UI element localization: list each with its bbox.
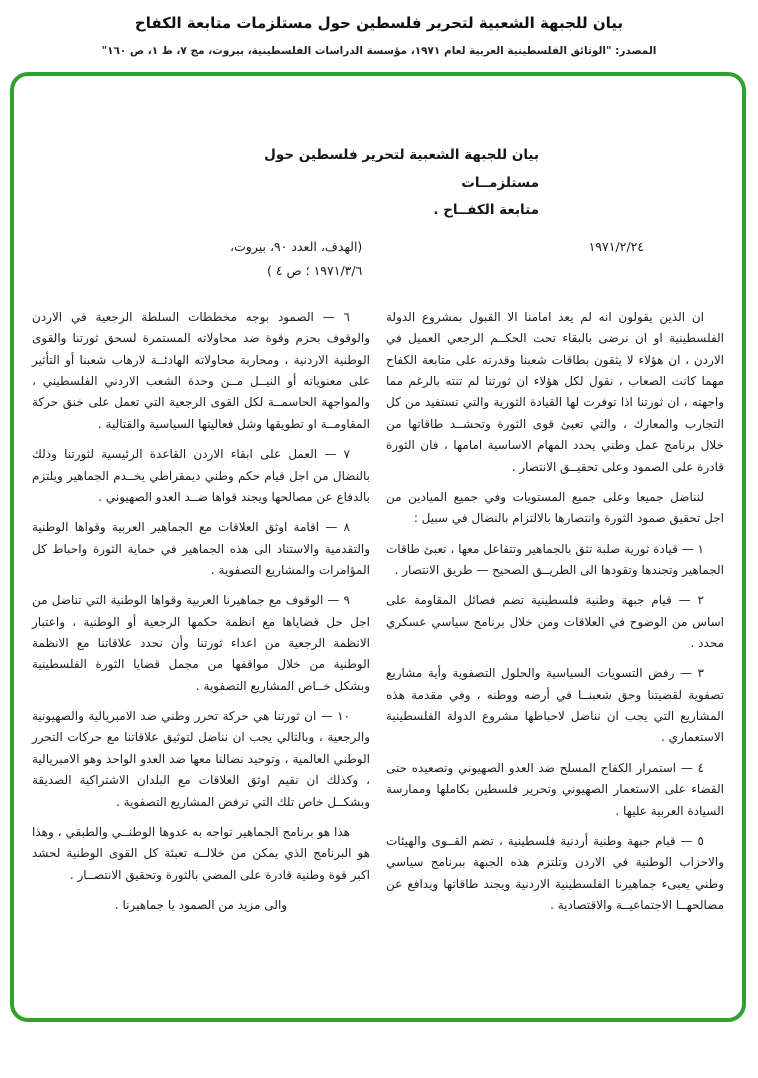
source-citation: المصدر: "الوثائق الفلسطينية العربية لعام ١٩٧١، مؤسسة الدراسات الفلسطينية، بيروت، مج ٧، ط ١، ص ١٦٠" <box>101 45 657 57</box>
document-reference <box>230 235 362 284</box>
paragraph-item-3: ٣ — رفض التسويات السياسية والحلول التصفوية وأية مشاريع تصفوية لقضيتنا وحق شعبنــا في أرضه ووطنه ، وفي مقدمة هذه المشاريع التي يجب ان نناضل لاحباطها مشروع الدولة الفلسطينية الاستعماري . <box>386 666 724 745</box>
paragraph-item-10: ١٠ — ان ثورتنا هي حركة تحرر وطني ضد الامبريالية والصهيونية والرجعية ، وبالتالي يجب ان نناضل لتوثيق علاقاتنا مع حركات التحرر الوطني العالمية ، وتوحيد نضالنا معها ضد العدو الواحد وهو الامبريالية ، وكذلك ان نقيم اوثق العلاقات مع البلدان الاشتراكية الصديقة وبشكــل خاص تلك التي ترفض المشاريع التصفوية . <box>32 709 370 809</box>
paragraph-intro: ان الذين يقولون انه لم يعد امامنا الا القبول بمشروع الدولة الفلسطينية او ان نرضى بالبقاء تحت الحكــم الرجعي العميل في الاردن ، ان هؤلاء لا يثقون بطاقات شعبنا وقدرته على متابعة الكفاح مهما كانت الصعاب ، نقول لكل هؤلاء ان ثورتنا لم تنته بالرغم مما واجهته ، ان ثورتنا اذا توفرت لها القيادة الثورية والتي تستفيد من كل التجارب والمعارك ، والتي تعبئ قوى الثورة وتحشــد طاقاتها من خلال برنامج عمل وطني يحدد المهام الاساسية امامها ، فان الثورة قادرة على الصمود وعلى تحقيــق الانتصار . <box>386 310 724 474</box>
paragraph-item-5: ٥ — قيام جبهة وطنية أردنية فلسطينية ، تضم القــوى والهيئات والاحزاب الوطنية في الاردن وتلتزم هذه الجبهة ببرنامج سياسي وطني يعبىء جماهيرنا الفلسطينية الاردنية ويجند طاقاتها ويدافع عن مصالحهــا الاجتماعيــة والاقتصادية . <box>386 833 724 912</box>
paragraph-item-6: ٦ — الصمود بوجه مخططات السلطة الرجعية في الاردن والوقوف بحزم وقوة ضد محاولاته المستمرة لسحق ثورتنا والقوى الوطنية الاردنية ، ومحاربة محاولاته الهادئــة لارهاب شعبنا أو التأثير على معنوياته أو النيــل مــن وحدة الشعب الاردني الفلسطيني ، والمواجهة الحاسمــة لكل القوى الرجعية التي تعمل على خنق حركة المقاومــة او تطويقها وشل فعاليتها السياسية والقتالية . <box>32 310 370 431</box>
document-title <box>217 142 539 225</box>
paragraph-item-9: ٩ — الوقوف مع جماهيرنا العربية وقواها الوطنية التي تناضل من اجل حل قضاياها مع انظمة حكمها الرجعية أو الوطنية ، واعتبار الانظمة الرجعية من اعداء ثورتنا وأن نحدد علاقاتنا مع الانظمة الوطنية من خلال مواقفها من مجمل قضايا الثورة الفلسطينية وبشكل خــاص المشاريع التصفوية . <box>32 593 370 693</box>
paragraph-item-2: ٢ — قيام جبهة وطنية فلسطينية تضم فصائل المقاومة على اساس من الوضوح في العلاقات ومن خلال برنامج سياسي عسكري محدد . <box>386 593 724 651</box>
paragraph-lead: لنناضل جميعا وعلى جميع المستويات وفي جميع الميادين من اجل تحقيق صمود الثورة وانتصارها بالالتزام بالنضال في سبيل : <box>386 489 724 526</box>
paragraph-closing: هذا هو برنامج الجماهير تواجه به عدوها الوطنــي والطبقي ، وهذا هو البرنامج الذي يمكن من خلالــه تعبئة كل القوى الوطنية لحشد اكبر قوة وطنية قادرة على المضي بالثورة وتحقيق الانتصــار . <box>32 824 370 882</box>
paragraph-item-7: ٧ — العمل على ابقاء الاردن القاعدة الرئيسية لثورتنا وذلك بالنضال من اجل قيام حكم وطني ديمقراطي يخــدم الجماهير ويلتزم بالدفاع عن مصالحها ويجند قواها ضــد العدو الصهيوني . <box>32 447 370 504</box>
document-title-line2: متابعة الكفــاح . <box>433 202 539 219</box>
date-row <box>32 235 724 295</box>
document-title-line1: بيان للجبهة الشعبية لتحرير فلسطين حول مستلزمــات <box>264 147 539 191</box>
reference-line1: (الهدف، العدد ٩٠، بيروت، <box>230 239 363 255</box>
paragraph-item-8: ٨ — اقامة اوثق العلاقات مع الجماهير العربية وقواها الوطنية والتقدمية والاستناد الى هذه الجماهير في حماية الثورة واحباط كل المؤامرات والمشاريع التصفوية . <box>32 520 370 577</box>
text-columns <box>32 307 724 925</box>
paragraph-final-slogan: والى مزيد من الصمود يا جماهيرنا . <box>114 898 288 912</box>
reference-line2: ١٩٧١/٣/٦ ؛ ص ٤ ) <box>267 263 363 279</box>
paragraph-item-4: ٤ — استمرار الكفاح المسلح ضد العدو الصهيوني وتصعيده حتى القضاء على الاستعمار الصهيوني وتحرير فلسطين بكاملها وممارسة السيادة العربية عليها . <box>386 760 724 818</box>
column-right <box>386 307 724 925</box>
document-frame <box>10 72 746 1022</box>
column-left <box>32 307 370 925</box>
page-title: بيان للجبهة الشعبية لتحرير فلسطين حول مستلزمات متابعة الكفاح <box>134 14 624 32</box>
document-date: ١٩٧١/٢/٢٤ <box>588 239 644 255</box>
paragraph-item-1: ١ — قيادة ثورية صلبة تثق بالجماهير وتتفاعل معها ، تعبئ طاقات الجماهير وتجندها وتقودها الى الطريــق الصحيح — طريق الانتصار . <box>386 541 724 577</box>
